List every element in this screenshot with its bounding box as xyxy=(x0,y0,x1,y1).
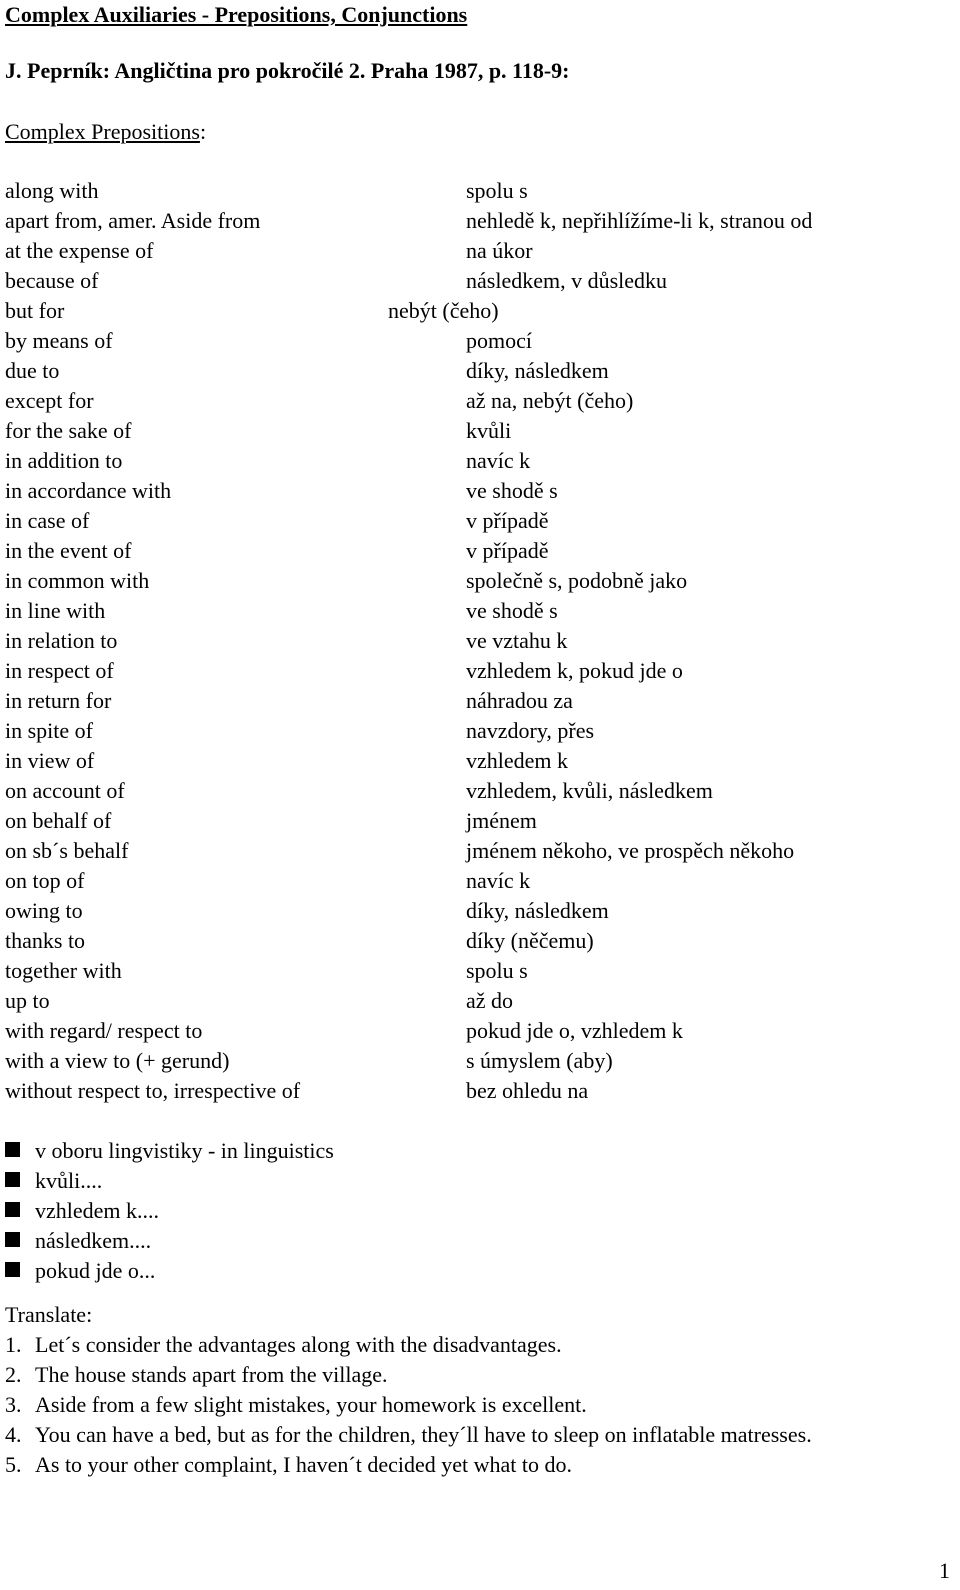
preposition-english: thanks to xyxy=(5,928,86,953)
preposition-row xyxy=(5,596,955,626)
preposition-english: in spite of xyxy=(5,718,93,743)
bullet-list xyxy=(5,1136,334,1286)
preposition-czech: bez ohledu na xyxy=(466,1078,589,1103)
preposition-english: on behalf of xyxy=(5,808,112,833)
preposition-english: for the sake of xyxy=(5,418,132,443)
preposition-english: on sb´s behalf xyxy=(5,838,129,863)
preposition-english: in accordance with xyxy=(5,478,172,503)
preposition-czech: ve vztahu k xyxy=(466,628,568,653)
preposition-czech: s úmyslem (aby) xyxy=(466,1048,613,1073)
preposition-english: by means of xyxy=(5,328,113,353)
preposition-english: in respect of xyxy=(5,658,114,683)
preposition-english: owing to xyxy=(5,898,83,923)
sentence-number: 5. xyxy=(5,1452,22,1477)
preposition-row xyxy=(5,326,955,356)
preposition-row xyxy=(5,416,955,446)
preposition-czech: díky, následkem xyxy=(466,358,609,383)
preposition-row xyxy=(5,986,955,1016)
sentence-text: Aside from a few slight mistakes, your homework is excellent. xyxy=(35,1392,587,1417)
preposition-row xyxy=(5,956,955,986)
preposition-english: on account of xyxy=(5,778,125,803)
preposition-czech: v případě xyxy=(466,508,549,533)
sentence-item xyxy=(5,1360,812,1390)
preposition-english: in the event of xyxy=(5,538,132,563)
square-bullet-icon xyxy=(5,1202,20,1217)
bullet-item xyxy=(5,1226,334,1256)
preposition-row xyxy=(5,536,955,566)
section-heading-text: Complex Prepositions xyxy=(5,119,200,144)
preposition-czech: náhradou za xyxy=(466,688,573,713)
preposition-row xyxy=(5,296,955,326)
bullet-text: kvůli.... xyxy=(35,1168,103,1193)
section-heading xyxy=(5,117,206,147)
preposition-row xyxy=(5,446,955,476)
sentence-number: 3. xyxy=(5,1392,22,1417)
preposition-czech: navíc k xyxy=(466,448,531,473)
preposition-row xyxy=(5,1046,955,1076)
preposition-row xyxy=(5,836,955,866)
preposition-czech: pokud jde o, vzhledem k xyxy=(466,1018,683,1043)
preposition-row xyxy=(5,206,955,236)
preposition-row xyxy=(5,1016,955,1046)
preposition-english: because of xyxy=(5,268,99,293)
preposition-czech: kvůli xyxy=(466,418,512,443)
page-number: 1 xyxy=(939,1558,950,1583)
preposition-row xyxy=(5,386,955,416)
preposition-english: with a view to (+ gerund) xyxy=(5,1048,230,1073)
preposition-czech: díky (něčemu) xyxy=(466,928,594,953)
preposition-czech: jménem xyxy=(466,808,537,833)
preposition-english: up to xyxy=(5,988,50,1013)
preposition-czech: spolu s xyxy=(466,178,528,203)
preposition-czech: vzhledem k, pokud jde o xyxy=(466,658,683,683)
sentence-text: The house stands apart from the village. xyxy=(35,1362,388,1387)
preposition-row xyxy=(5,506,955,536)
preposition-row xyxy=(5,716,955,746)
section-heading-colon: : xyxy=(199,119,207,144)
sentence-text: Let´s consider the advantages along with the disadvantages. xyxy=(35,1332,562,1357)
preposition-row xyxy=(5,176,955,206)
preposition-english: in relation to xyxy=(5,628,118,653)
sentence-number: 1. xyxy=(5,1332,22,1357)
page-title: Complex Auxiliaries - Prepositions, Conjunctions xyxy=(5,2,468,27)
square-bullet-icon xyxy=(5,1142,20,1157)
sentence-item xyxy=(5,1450,812,1480)
preposition-czech: navíc k xyxy=(466,868,531,893)
preposition-english: but for xyxy=(5,298,65,323)
bullet-text: následkem.... xyxy=(35,1228,152,1253)
bullet-item xyxy=(5,1196,334,1226)
document-page xyxy=(5,0,955,1590)
sentence-item xyxy=(5,1330,812,1360)
preposition-english: except for xyxy=(5,388,94,413)
bullet-item xyxy=(5,1166,334,1196)
preposition-czech: ve shodě s xyxy=(466,598,558,623)
preposition-row xyxy=(5,806,955,836)
preposition-english: apart from, amer. Aside from xyxy=(5,208,261,233)
preposition-english: in return for xyxy=(5,688,112,713)
preposition-row xyxy=(5,776,955,806)
sentence-item xyxy=(5,1390,812,1420)
preposition-row xyxy=(5,1076,955,1106)
preposition-czech: až na, nebýt (čeho) xyxy=(466,388,634,413)
preposition-row xyxy=(5,476,955,506)
preposition-czech: vzhledem, kvůli, následkem xyxy=(466,778,713,803)
preposition-english: with regard/ respect to xyxy=(5,1018,203,1043)
preposition-english: without respect to, irrespective of xyxy=(5,1078,301,1103)
prepositions-list xyxy=(5,176,955,1106)
preposition-english: in view of xyxy=(5,748,95,773)
bullet-item xyxy=(5,1136,334,1166)
preposition-czech: jménem někoho, ve prospěch někoho xyxy=(466,838,795,863)
preposition-czech: společně s, podobně jako xyxy=(466,568,688,593)
preposition-row xyxy=(5,686,955,716)
preposition-czech: spolu s xyxy=(466,958,528,983)
preposition-czech: následkem, v důsledku xyxy=(466,268,668,293)
bullet-item xyxy=(5,1256,334,1286)
preposition-czech: díky, následkem xyxy=(466,898,609,923)
preposition-english: due to xyxy=(5,358,60,383)
preposition-czech: nehledě k, nepřihlížíme-li k, stranou od xyxy=(466,208,813,233)
bullet-text: v oboru lingvistiky - in linguistics xyxy=(35,1138,334,1163)
preposition-english: on top of xyxy=(5,868,85,893)
preposition-row xyxy=(5,656,955,686)
preposition-row xyxy=(5,266,955,296)
translate-label: Translate: xyxy=(5,1302,93,1327)
square-bullet-icon xyxy=(5,1232,20,1247)
preposition-czech: vzhledem k xyxy=(466,748,569,773)
preposition-english: together with xyxy=(5,958,122,983)
preposition-czech: nebýt (čeho) xyxy=(388,298,499,323)
sentence-number: 2. xyxy=(5,1362,22,1387)
preposition-czech: pomocí xyxy=(466,328,532,353)
preposition-czech: ve shodě s xyxy=(466,478,558,503)
sentence-text: As to your other complaint, I haven´t decided yet what to do. xyxy=(35,1452,573,1477)
preposition-english: at the expense of xyxy=(5,238,154,263)
preposition-english: in case of xyxy=(5,508,90,533)
preposition-czech: až do xyxy=(466,988,514,1013)
preposition-english: along with xyxy=(5,178,99,203)
preposition-row xyxy=(5,746,955,776)
sentence-item xyxy=(5,1420,812,1450)
bullet-text: vzhledem k.... xyxy=(35,1198,160,1223)
preposition-row xyxy=(5,926,955,956)
preposition-english: in common with xyxy=(5,568,150,593)
preposition-english: in addition to xyxy=(5,448,123,473)
bullet-text: pokud jde o... xyxy=(35,1258,156,1283)
square-bullet-icon xyxy=(5,1262,20,1277)
square-bullet-icon xyxy=(5,1172,20,1187)
sentence-list xyxy=(5,1330,812,1480)
preposition-row xyxy=(5,866,955,896)
preposition-row xyxy=(5,566,955,596)
sentence-number: 4. xyxy=(5,1422,22,1447)
preposition-row xyxy=(5,356,955,386)
preposition-czech: v případě xyxy=(466,538,549,563)
preposition-row xyxy=(5,626,955,656)
preposition-czech: na úkor xyxy=(466,238,533,263)
source-reference: J. Peprník: Angličtina pro pokročilé 2. Praha 1987, p. 118-9: xyxy=(5,58,570,83)
sentence-text: You can have a bed, but as for the children, they´ll have to sleep on inflatable matresses. xyxy=(35,1422,812,1447)
preposition-row xyxy=(5,236,955,266)
preposition-czech: navzdory, přes xyxy=(466,718,595,743)
preposition-english: in line with xyxy=(5,598,106,623)
preposition-row xyxy=(5,896,955,926)
